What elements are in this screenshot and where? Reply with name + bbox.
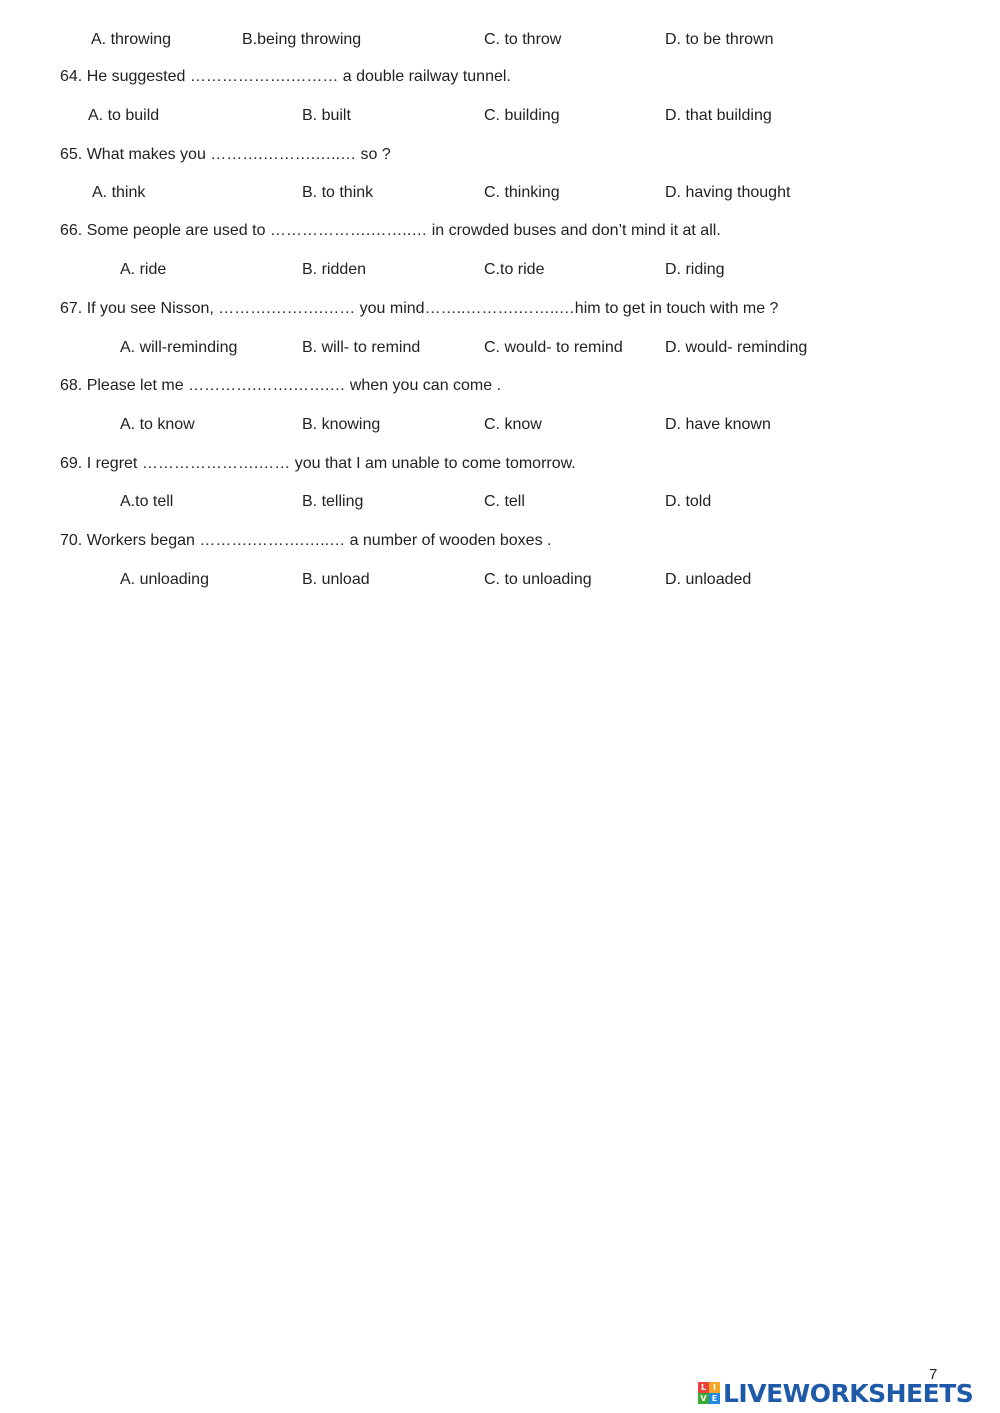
- q69-option-b[interactable]: B. telling: [302, 493, 364, 510]
- question-66: 66. Some people are used to ……………….……..… in crowded buses and don’t mind it at all.: [60, 222, 721, 239]
- q63-option-d[interactable]: D. to be thrown: [665, 31, 774, 48]
- question-65: 65. What makes you ……….……….…..… so ?: [60, 146, 391, 163]
- question-64: 64. He suggested ……………….……… a double railway tunnel.: [60, 68, 511, 85]
- q68-options: [0, 413, 1000, 437]
- q63-option-a[interactable]: A. throwing: [91, 31, 172, 48]
- q66-option-b[interactable]: B. ridden: [302, 261, 367, 278]
- q67-option-c[interactable]: C. would- to remind: [484, 339, 623, 356]
- q70-option-b[interactable]: B. unload: [302, 571, 370, 588]
- q67-option-d[interactable]: D. would- reminding: [665, 339, 808, 356]
- q66-option-d[interactable]: D. riding: [665, 261, 725, 278]
- logo-mark-letter: E: [709, 1393, 720, 1404]
- q69-options: [0, 490, 1000, 514]
- q65-options: [0, 181, 1000, 205]
- q64-option-a[interactable]: A. to build: [88, 107, 160, 124]
- q64-option-d[interactable]: D. that building: [665, 107, 772, 124]
- q68-option-d[interactable]: D. have known: [665, 416, 771, 433]
- q66-option-a[interactable]: A. ride: [120, 261, 167, 278]
- q67-option-a[interactable]: A. will-reminding: [120, 339, 238, 356]
- liveworksheets-mark-icon: [698, 1382, 720, 1404]
- q64-option-b[interactable]: B. built: [302, 107, 351, 124]
- q70-options: [0, 568, 1000, 592]
- question-70: 70. Workers began ……….……….…..… a number of wooden boxes .: [60, 532, 552, 549]
- q63-option-b[interactable]: B.being throwing: [242, 31, 362, 48]
- brand-name: LIVEWORKSHEETS: [723, 1378, 974, 1408]
- q69-option-d[interactable]: D. told: [665, 493, 712, 510]
- logo-mark-letter: I: [709, 1382, 720, 1393]
- q69-option-c[interactable]: C. tell: [484, 493, 525, 510]
- q70-option-a[interactable]: A. unloading: [120, 571, 209, 588]
- q67-option-b[interactable]: B. will- to remind: [302, 339, 421, 356]
- q63-options: [0, 28, 1000, 52]
- liveworksheets-logo[interactable]: [698, 1378, 973, 1408]
- q64-option-c[interactable]: C. building: [484, 107, 560, 124]
- q63-option-c[interactable]: C. to throw: [484, 31, 562, 48]
- q66-option-c[interactable]: C.to ride: [484, 261, 545, 278]
- logo-mark-letter: L: [698, 1382, 709, 1393]
- q68-option-b[interactable]: B. knowing: [302, 416, 381, 433]
- question-68: 68. Please let me ………….…….…….… when you can come .: [60, 377, 502, 394]
- question-69: 69. I regret ………………….…… you that I am unable to come tomorrow.: [60, 455, 576, 472]
- q69-option-a[interactable]: A.to tell: [120, 493, 174, 510]
- logo-mark-letter: V: [698, 1393, 709, 1404]
- q64-options: [0, 104, 1000, 128]
- q66-options: [0, 258, 1000, 282]
- q65-option-d[interactable]: D. having thought: [665, 184, 791, 201]
- q70-option-d[interactable]: D. unloaded: [665, 571, 752, 588]
- q68-option-a[interactable]: A. to know: [120, 416, 195, 433]
- q68-option-c[interactable]: C. know: [484, 416, 542, 433]
- page-number: 7: [929, 1366, 938, 1383]
- q65-option-c[interactable]: C. thinking: [484, 184, 560, 201]
- q70-option-c[interactable]: C. to unloading: [484, 571, 592, 588]
- q65-option-b[interactable]: B. to think: [302, 184, 374, 201]
- q67-options: [0, 336, 1000, 360]
- q65-option-a[interactable]: A. think: [92, 184, 146, 201]
- question-67: 67. If you see Nisson, ……….……….…… you mind……..……….……..…him to get in touch with me ?: [60, 300, 779, 317]
